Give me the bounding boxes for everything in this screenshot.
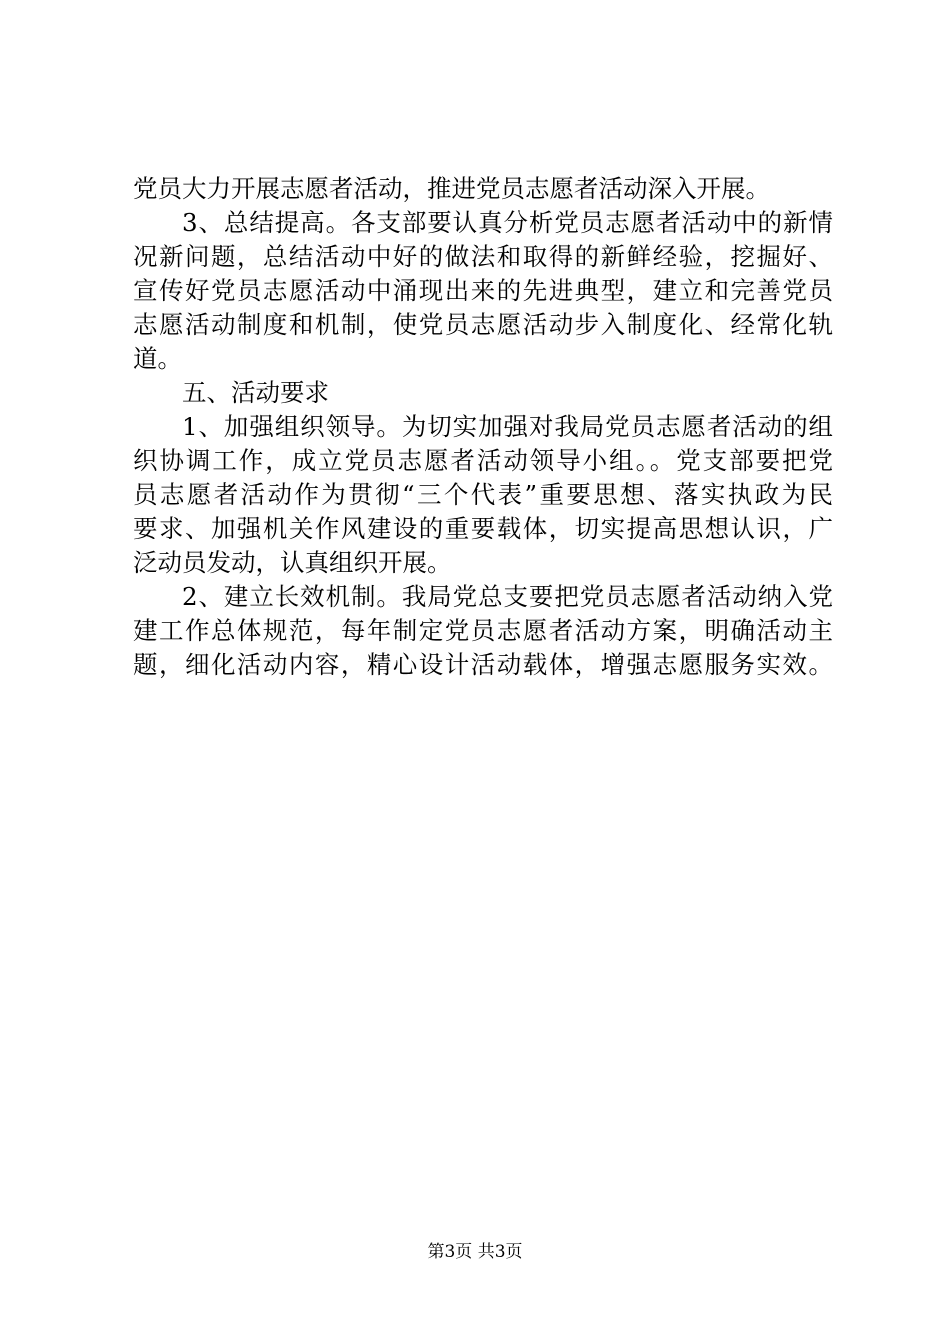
text-line: 建工作总体规范，每年制定党员志愿者活动方案，明确活动主 xyxy=(133,616,833,645)
text-line: 题，细化活动内容，精心设计活动载体，增强志愿服务实效。 xyxy=(133,650,833,679)
text-line: 况新问题，总结活动中好的做法和取得的新鲜经验，挖掘好、 xyxy=(133,242,833,271)
text-line: 志愿活动制度和机制，使党员志愿活动步入制度化、经常化轨 xyxy=(133,310,833,339)
text-line: 泛动员发动，认真组织开展。 xyxy=(133,548,452,577)
text-line: 3、总结提高。各支部要认真分析党员志愿者活动中的新情 xyxy=(182,208,833,237)
text-line: 要求、加强机关作风建设的重要载体，切实提高思想认识，广 xyxy=(133,514,833,543)
text-line: 织协调工作，成立党员志愿者活动领导小组。。党支部要把党 xyxy=(133,446,833,475)
section-heading: 五、活动要求 xyxy=(182,378,329,407)
text-line: 党员大力开展志愿者活动，推进党员志愿者活动深入开展。 xyxy=(133,174,770,203)
text-line: 1、加强组织领导。为切实加强对我局党员志愿者活动的组 xyxy=(182,412,833,441)
text-line: 道。 xyxy=(133,344,182,373)
text-line: 2、建立长效机制。我局党总支要把党员志愿者活动纳入党 xyxy=(182,582,833,611)
page-number-footer: 第3页 共3页 xyxy=(427,1242,523,1262)
text-line: 员志愿者活动作为贯彻“三个代表”重要思想、落实执政为民 xyxy=(133,480,833,509)
text-line: 宣传好党员志愿活动中涌现出来的先进典型，建立和完善党员 xyxy=(133,276,833,305)
